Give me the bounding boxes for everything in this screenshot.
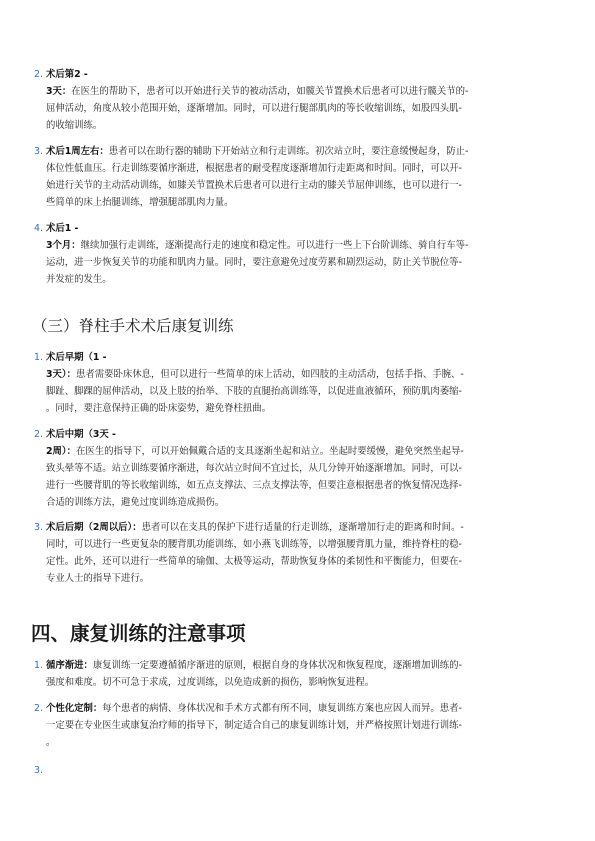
section-heading: 四、康复训练的注意事项 — [31, 622, 246, 645]
list-number: 1. — [34, 660, 43, 671]
list-item — [34, 66, 582, 134]
item-text-line: 循序渐进：康复训练一定要遵循循序渐进的原则，根据自身的身体状况和恢复程度，逐渐增加训练的- — [46, 660, 462, 671]
item-text-line: 进行一些腰背肌的等长收缩训练，如五点支撑法、三点支撑法等，但要注意根据患者的恢复情况选择- — [46, 480, 462, 491]
item-text-line: 始进行关节的主动活动训练，如膝关节置换术后患者可以进行主动的膝关节屈伸训练，也可以进行一- — [46, 180, 462, 191]
list-number: 2. — [34, 429, 43, 440]
item-text-line: 的收缩训练。 — [46, 120, 103, 131]
item-text-line: 并发症的发生。 — [46, 274, 112, 285]
item-text-line: 个性化定制：每个患者的病情、身体状况和手术方式都有所不同，康复训练方案也应因人而异。患者- — [46, 703, 462, 714]
item-text-line: 致头晕等不适。站立训练要循序渐进，每次站立时间不宜过长，从几分钟开始逐渐增加。同时，可以- — [46, 463, 462, 474]
item-text-line: 术后1周左右：患者可以在助行器的辅助下开始站立和行走训练。初次站立时，要注意缓慢起身，防止- — [46, 146, 469, 157]
item-text-line: 强度和难度。切不可急于求成，过度训练，以免造成新的损伤，影响恢复进程。 — [46, 677, 375, 688]
list-item — [34, 700, 582, 751]
list-item — [34, 220, 582, 288]
item-text-line: 专业人士的指导下进行。 — [46, 573, 150, 584]
item-text-line: 同时，可以进行一些更复杂的腰背肌功能训练，如小燕飞训练等，以增强腰背肌力量，维持脊柱的稳- — [46, 539, 462, 550]
item-text-line: 脚趾、脚踝的屈伸活动，以及上肢的抬举、下肢的直腿抬高训练等，以促进血液循环，预防肌肉萎缩- — [46, 386, 462, 397]
item-text-line: 3个月：继续加强行走训练，逐渐提高行走的速度和稳定性。可以进行一些上下台阶训练、骑自行车等- — [46, 240, 469, 251]
list-number: 1. — [34, 352, 43, 363]
list-item — [34, 349, 582, 417]
list-item — [34, 519, 582, 587]
list-number: 4. — [34, 223, 43, 234]
item-title: 术后早期（1 - — [46, 352, 107, 363]
section-heading: （三）脊柱手术术后康复训练 — [32, 317, 234, 335]
item-text-line: 合适的训练方法，避免过度训练造成损伤。 — [46, 497, 225, 508]
list-number: 2. — [34, 69, 43, 80]
item-text-line: 3天：在医生的帮助下，患者可以开始进行关节的被动活动，如髋关节置换术后患者可以进行髋关节的- — [46, 86, 469, 97]
list-number: 2. — [34, 703, 43, 714]
item-text-line: 屈伸活动，角度从较小范围开始，逐渐增加。同时，可以进行腿部肌肉的等长收缩训练，如股四头肌- — [46, 103, 462, 114]
item-text-line: 运动，进一步恢复关节的功能和肌肉力量。同时，要注意避免过度劳累和剧烈运动，防止关节脱位等- — [46, 257, 462, 268]
list-number: 3. — [34, 146, 43, 157]
list-item — [34, 426, 582, 511]
item-text-line: 定性。此外，还可以进行一些简单的瑜伽、太极等运动，帮助恢复身体的柔韧性和平衡能力，但要在- — [46, 556, 462, 567]
list-number: 3. — [34, 522, 43, 533]
item-text-line: 。同时，要注意保持正确的卧床姿势，避免脊柱扭曲。 — [46, 403, 272, 414]
item-text-line: 一定要在专业医生或康复治疗师的指导下，制定适合自己的康复训练计划，并严格按照计划进行训练- — [46, 720, 462, 731]
list-number: 3. — [34, 765, 43, 776]
item-title: 术后中期（3天 - — [46, 429, 116, 440]
list-item — [34, 143, 582, 211]
item-text-line: 术后后期（2周以后）：患者可以在支具的保护下进行适量的行走训练，逐渐增加行走的距离和时间。- — [46, 522, 464, 533]
item-text-line: 2周）：在医生的指导下，可以开始佩戴合适的支具逐渐坐起和站立。坐起时要缓慢，避免突然坐起导- — [46, 446, 464, 457]
list-item — [34, 657, 582, 691]
item-text-line: 。 — [46, 737, 56, 748]
item-title: 术后1 - — [46, 223, 79, 234]
item-text-line: 3天）：患者需要卧床休息，但可以进行一些简单的床上活动，如四肢的主动活动，包括手指、手腕、- — [46, 369, 464, 380]
item-text-line: 些简单的床上抬腿训练，增强腿部肌肉力量。 — [46, 197, 234, 208]
item-text-line: 体位性低血压。行走训练要循序渐进，根据患者的耐受程度逐渐增加行走距离和时间。同时，可以开- — [46, 163, 462, 174]
item-title: 术后第2 - — [46, 69, 88, 80]
